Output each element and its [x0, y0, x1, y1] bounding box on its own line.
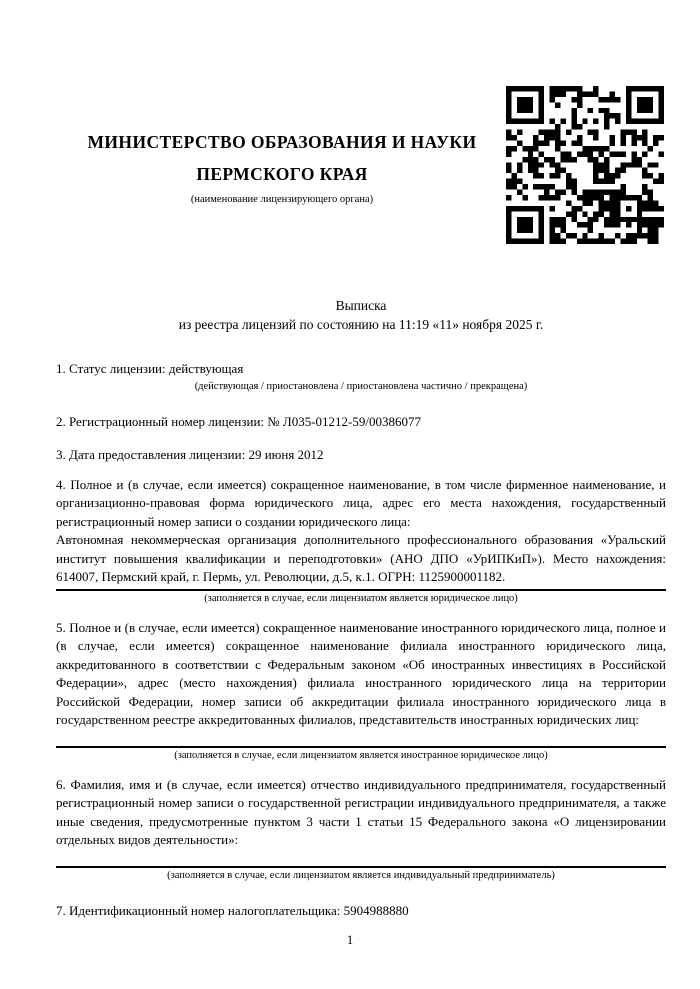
item-registration-number: 2. Регистрационный номер лицензии: № Л035-01212-59/00386077 [56, 413, 422, 429]
item-legal-entity-note: (заполняется в случае, если лицензиатом является юридическое лицо) [204, 592, 518, 604]
ministry-caption: (наименование лицензирующего органа) [190, 194, 374, 205]
item-legal-entity-value: Автономная некоммерческая организация дополнительного профессионального образования «Уральский институт повышения квалификации и переподготовки» (АНО ДПО «УрИПКиП»). Место нахождения: 614007, Пермский край, г. Пермь, ул. Революции, д.5, к.1. ОГРН: 1125900001182. [56, 532, 666, 584]
legal-entity-fill-line [56, 589, 666, 591]
item-grant-date: 3. Дата предоставления лицензии: 29 июня 2012 [56, 447, 324, 462]
item-legal-entity [56, 476, 666, 587]
item-foreign-entity-note: (заполняется в случае, если лицензиатом является иностранное юридическое лицо) [174, 749, 548, 761]
foreign-entity-fill-line [56, 746, 666, 748]
item-foreign-entity-label: 5. Полное и (в случае, если имеется) сокращенное наименование иностранного юридического лица, полное и (в случае, если имеется) сокращенное наименование филиала иностранного юридического лица, аккредитованного в соответствии с Федеральным законом «Об иностранных инвестициях в Российской Федерации», адрес (место нахождения) филиала иностранного юридического лица на территории Российской Федерации, номер записи об аккредитации филиала иностранного юридического лица в государственном реестре аккредитованных филиалов, представительств иностранных юридических лиц: [56, 619, 666, 727]
item-license-status: 1. Статус лицензии: действующая [56, 361, 244, 376]
licensing-authority-header [56, 0, 508, 207]
ministry-name: МИНИСТЕРСТВО ОБРАЗОВАНИЯ И НАУКИ ПЕРМСКОГО КРАЯ [87, 132, 477, 184]
qr-code [506, 86, 664, 244]
item-license-status-note: (действующая / приостановлена / приостановлена частично / прекращена) [194, 380, 528, 392]
item-individual-entrepreneur-label: 6. Фамилия, имя и (в случае, если имеется) отчество индивидуального предпринимателя, государственный регистрационный номер записи о государственной регистрации индивидуального предпринимателя, а также иные сведения, предусмотренные пунктом 3 части 1 статьи 15 Федерального закона «О лицензировании отдельных видов деятельности»: [56, 776, 666, 847]
document-title [56, 297, 666, 334]
individual-entrepreneur-fill-line [56, 866, 666, 868]
page-number: 1 [346, 933, 354, 947]
item-individual-entrepreneur-note: (заполняется в случае, если лицензиатом является индивидуальный предприниматель) [167, 869, 555, 881]
document-title-line2: из реестра лицензий по состоянию на 11:19 «11» ноября 2025 г. [178, 316, 544, 332]
item-legal-entity-label: 4. Полное и (в случае, если имеется) сокращенное наименование, в том числе фирменное наименование, и организационно-правовая форма юридического лица, адрес его места нахождения, государственный регистрационный номер записи о создании юридического лица: [56, 476, 666, 529]
item-taxpayer-number: 7. Идентификационный номер налогоплательщика: 5904988880 [56, 902, 409, 918]
document-title-line1: Выписка [335, 298, 387, 313]
